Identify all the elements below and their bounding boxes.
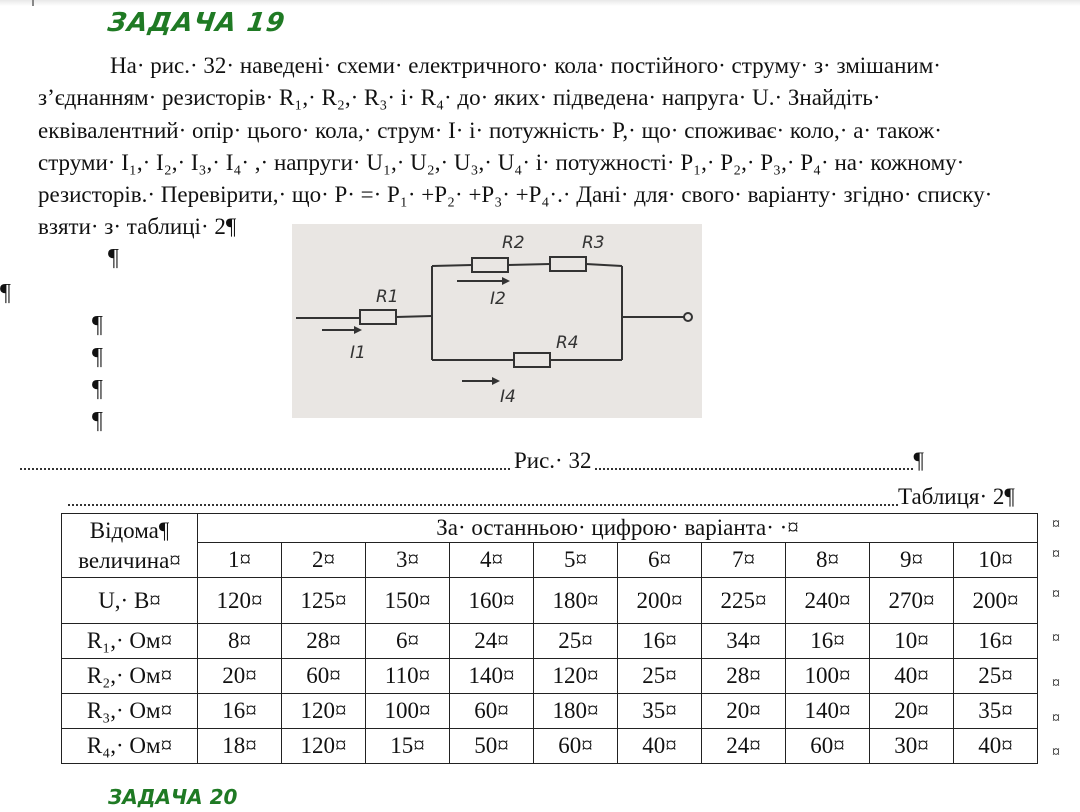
- next-task-title: ЗАДАЧА 20: [108, 785, 238, 809]
- row-end-mark: ¤: [1052, 586, 1060, 603]
- circuit-diagram: [292, 224, 702, 418]
- column-header: 4¤: [450, 543, 534, 578]
- arrow-i2-head: [502, 277, 510, 285]
- label-i2: I2: [490, 289, 506, 309]
- label-r4: R4: [556, 333, 579, 353]
- table-cell: 28¤: [282, 624, 366, 659]
- paragraph-mark: ¶: [108, 245, 119, 271]
- table-cell: 20¤: [870, 694, 954, 729]
- table-cell: 200¤: [618, 578, 702, 624]
- circuit-svg: [292, 224, 702, 418]
- table-cell: 50¤: [450, 729, 534, 764]
- task-paragraph: [38, 50, 1080, 244]
- column-header: 9¤: [870, 543, 954, 578]
- label-i4: I4: [500, 387, 516, 407]
- row-end-mark: ¤: [1052, 675, 1060, 692]
- table-cell: 180¤: [534, 578, 618, 624]
- table-cell: 160¤: [450, 578, 534, 624]
- table-cell: 30¤: [870, 729, 954, 764]
- row-end-mark: ¤: [1052, 546, 1060, 563]
- table-cell: 140¤: [786, 694, 870, 729]
- table-cell: 35¤: [618, 694, 702, 729]
- wire-top-a: [432, 265, 472, 266]
- corner-header-line2: величина¤: [78, 547, 181, 573]
- table-cell: 60¤: [450, 694, 534, 729]
- table-row-r1: [62, 624, 1038, 659]
- table-cell: 28¤: [702, 659, 786, 694]
- table-cell: 125¤: [282, 578, 366, 624]
- table-cell: 225¤: [702, 578, 786, 624]
- table-cell: 35¤: [954, 694, 1038, 729]
- group-header: За· останньою· цифрою· варіанта· ·¤: [198, 514, 1038, 543]
- table-row-r2: [62, 659, 1038, 694]
- wire-top-b: [508, 264, 550, 265]
- table-cell: 40¤: [870, 659, 954, 694]
- paragraph-line: струми· I₁,· I₂,· I₃,· I₄· ,· напруги· U₁,· U₂,· U₃,· U₄· і· потужності· P₁,· P₂,· P₃,· P₄· на· кожному·: [38, 149, 965, 175]
- wire-r1-node: [396, 316, 432, 317]
- table-cell: 120¤: [282, 694, 366, 729]
- paragraph-mark: ¶: [913, 448, 924, 473]
- arrow-i1-head: [354, 326, 362, 334]
- table-cell: 150¤: [366, 578, 450, 624]
- table-caption: Таблиця· 2¶: [898, 484, 1015, 509]
- label-r2: R2: [502, 233, 525, 253]
- paragraph-mark: ¶: [92, 312, 103, 338]
- table-cell: 16¤: [786, 624, 870, 659]
- table-cell: 15¤: [366, 729, 450, 764]
- table-cell: 16¤: [618, 624, 702, 659]
- column-header: 6¤: [618, 543, 702, 578]
- table-cell: 25¤: [954, 659, 1038, 694]
- label-i1: I1: [350, 343, 366, 363]
- table-row-r3: [62, 694, 1038, 729]
- table-cell: 16¤: [954, 624, 1038, 659]
- margin-marker: [32, 0, 34, 6]
- table-cell: 34¤: [702, 624, 786, 659]
- table-row-u: [62, 578, 1038, 624]
- table-cell: 40¤: [954, 729, 1038, 764]
- table-cell: 20¤: [702, 694, 786, 729]
- paragraph-mark: ¶: [0, 280, 11, 306]
- table-cell: 18¤: [198, 729, 282, 764]
- output-terminal: [684, 313, 692, 321]
- figure-caption: Рис.· 32: [514, 448, 592, 473]
- column-header: 1¤: [198, 543, 282, 578]
- column-header: 2¤: [282, 543, 366, 578]
- table-cell: 100¤: [366, 694, 450, 729]
- table-cell: 270¤: [870, 578, 954, 624]
- wire-top-c: [586, 264, 622, 266]
- variant-table: [61, 513, 1038, 764]
- figure-caption-row: [20, 448, 924, 474]
- table-cell: 10¤: [870, 624, 954, 659]
- row-end-mark: ¤: [1052, 630, 1060, 647]
- column-header: 7¤: [702, 543, 786, 578]
- row-label: U,· В¤: [62, 578, 198, 624]
- resistor-r2: [472, 258, 508, 272]
- table-cell: 60¤: [786, 729, 870, 764]
- table-cell: 24¤: [702, 729, 786, 764]
- table-cell: 6¤: [366, 624, 450, 659]
- arrow-i4-head: [492, 377, 500, 385]
- table-cell: 20¤: [198, 659, 282, 694]
- corner-header-line1: Відома¶: [89, 517, 170, 543]
- leader-dots: [68, 492, 898, 506]
- leader-dots: [595, 456, 913, 470]
- column-header: 5¤: [534, 543, 618, 578]
- table-cell: 24¤: [450, 624, 534, 659]
- table-cell: 240¤: [786, 578, 870, 624]
- row-end-mark: ¤: [1052, 516, 1060, 533]
- label-r1: R1: [376, 287, 399, 307]
- table-cell: 180¤: [534, 694, 618, 729]
- row-label: R₁,· Ом¤: [62, 624, 198, 659]
- paragraph-mark: ¶: [92, 376, 103, 402]
- resistor-r1: [360, 310, 396, 324]
- resistor-r3: [550, 257, 586, 271]
- top-ruler: [0, 0, 1080, 6]
- label-r3: R3: [582, 233, 605, 253]
- column-header: 10¤: [954, 543, 1038, 578]
- table-caption-row: [68, 484, 1015, 510]
- paragraph-line: взяти· з· таблиці· 2¶: [38, 214, 237, 240]
- row-end-mark: ¤: [1052, 744, 1060, 761]
- paragraph-line: На· рис.· 32· наведені· схеми· електричного· кола· постійного· струму· з· змішаним·: [110, 53, 941, 78]
- table-cell: 60¤: [282, 659, 366, 694]
- corner-header: [62, 514, 198, 578]
- table-cell: 120¤: [198, 578, 282, 624]
- table-cell: 25¤: [618, 659, 702, 694]
- table-cell: 60¤: [534, 729, 618, 764]
- row-label: R₄,· Ом¤: [62, 729, 198, 764]
- table-cell: 110¤: [366, 659, 450, 694]
- paragraph-line: з’єднанням· резисторів· R₁,· R₂,· R₃· і· R₄· до· яких· підведена· напруга· U.· Знайдіть·: [38, 85, 881, 111]
- paragraph-mark: ¶: [92, 408, 103, 434]
- table-cell: 16¤: [198, 694, 282, 729]
- table-cell: 120¤: [534, 659, 618, 694]
- row-end-mark: ¤: [1052, 710, 1060, 727]
- paragraph-line: еквівалентний· опір· цього· кола,· струм· I· і· потужність· P,· що· споживає· коло,· а· також·: [38, 117, 942, 143]
- table-cell: 8¤: [198, 624, 282, 659]
- column-header: 3¤: [366, 543, 450, 578]
- row-label: R₃,· Ом¤: [62, 694, 198, 729]
- table-cell: 25¤: [534, 624, 618, 659]
- table-cell: 200¤: [954, 578, 1038, 624]
- column-header: 8¤: [786, 543, 870, 578]
- table-cell: 140¤: [450, 659, 534, 694]
- paragraph-mark: ¶: [92, 344, 103, 370]
- table-row-r4: [62, 729, 1038, 764]
- resistor-r4: [514, 353, 550, 367]
- row-label: R₂,· Ом¤: [62, 659, 198, 694]
- table-cell: 120¤: [282, 729, 366, 764]
- table-cell: 40¤: [618, 729, 702, 764]
- leader-dots: [20, 456, 510, 470]
- task-title: ЗАДАЧА 19: [105, 8, 288, 38]
- table-cell: 100¤: [786, 659, 870, 694]
- paragraph-line: резисторів.· Перевірити,· що· P· =· P₁· +P₂· +P₃· +P₄·.· Дані· для· свого· варіанту· згідно· списку·: [38, 182, 993, 208]
